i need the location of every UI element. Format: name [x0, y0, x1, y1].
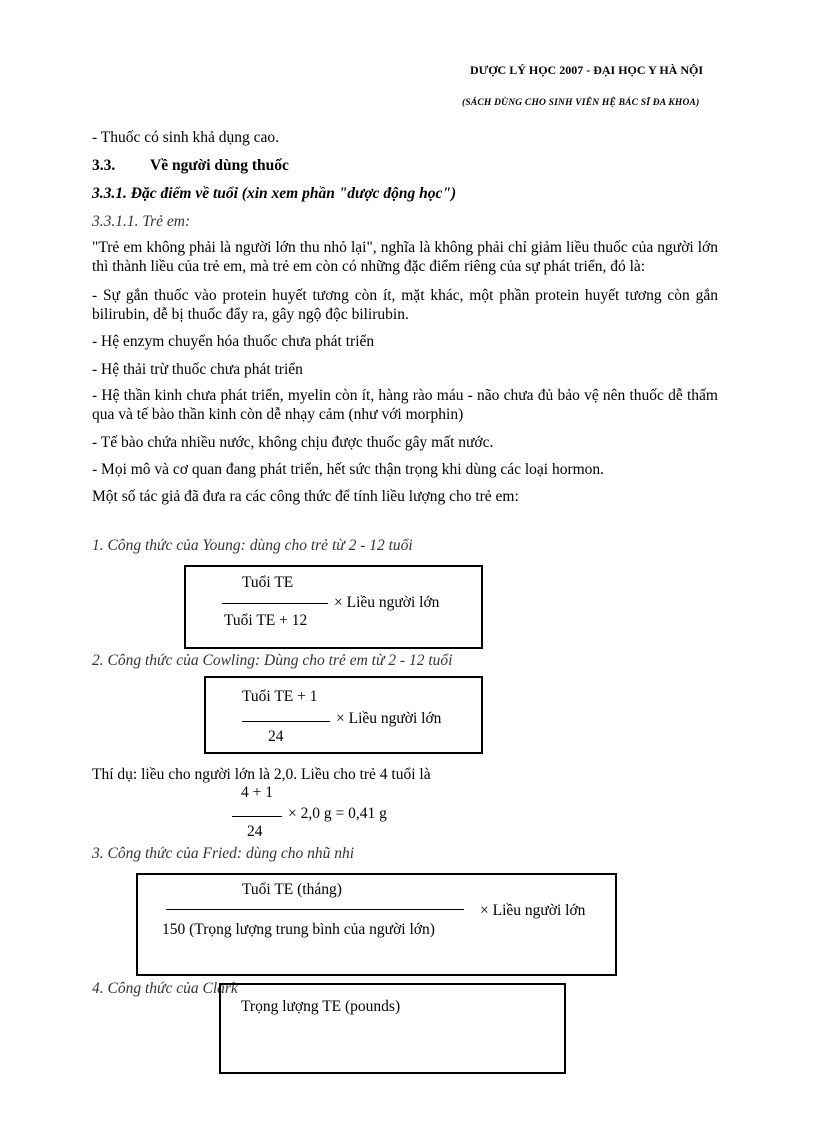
example-result: × 2,0 g = 0,41 g — [288, 805, 387, 822]
formula-cowling-box — [204, 676, 483, 754]
page-header-subtitle: (SÁCH DÙNG CHO SINH VIÊN HỆ BÁC SĨ ĐA KHOA) — [462, 98, 700, 108]
paragraph-intro: "Trẻ em không phải là người lớn thu nhỏ lại", nghĩa là không phải chỉ giảm liều thuốc của người lớn thì thành liều của trẻ em, mà trẻ em còn có những đặc điểm riêng của sự phát triển, đó là: — [92, 239, 718, 275]
formula-fried-denominator: 150 (Trọng lượng trung bình của người lớn) — [162, 921, 435, 938]
formula-clark-numerator: Trọng lượng TE (pounds) — [241, 998, 401, 1015]
page-header-title: DƯỢC LÝ HỌC 2007 - ĐẠI HỌC Y HÀ NỘI — [470, 63, 703, 77]
bullet-enzyme: - Hệ enzym chuyển hóa thuốc chưa phát triển — [92, 333, 375, 350]
formula-young-title: 1. Công thức của Young: dùng cho trẻ từ 2 - 12 tuổi — [92, 537, 413, 554]
bullet-nervous-system: - Hệ thần kinh chưa phát triển, myelin còn ít, hàng rào máu - não chưa đủ bảo vệ nên thuốc dễ thấm qua và tế bào thần kinh còn dễ nhạy cảm (như với morphin) — [92, 387, 718, 423]
formula-fried-numerator: Tuổi TE (tháng) — [242, 881, 342, 898]
bullet-excretion: - Hệ thải trừ thuốc chưa phát triển — [92, 361, 303, 378]
example-text: Thí dụ: liều cho người lớn là 2,0. Liều cho trẻ 4 tuổi là — [92, 766, 431, 783]
formula-cowling-denominator: 24 — [268, 728, 284, 745]
formula-fried-title: 3. Công thức của Fried: dùng cho nhũ nhi — [92, 845, 355, 862]
fraction-bar — [242, 721, 330, 722]
formula-clark-box — [219, 983, 566, 1074]
bullet-water: - Tế bào chứa nhiều nước, không chịu được thuốc gây mất nước. — [92, 434, 494, 451]
formula-cowling-title: 2. Công thức của Cowling: Dùng cho trẻ em từ 2 - 12 tuổi — [92, 652, 453, 669]
formula-young-multiplier: × Liều người lớn — [334, 594, 440, 611]
formula-fried-box — [136, 873, 617, 976]
text-bioavailability: - Thuốc có sinh khả dụng cao. — [92, 129, 279, 146]
formula-cowling-multiplier: × Liều người lớn — [336, 710, 442, 727]
formula-young-denominator: Tuổi TE + 12 — [224, 612, 308, 629]
example-denominator: 24 — [247, 823, 263, 840]
bullet-hormone: - Mọi mô và cơ quan đang phát triển, hết sức thận trọng khi dùng các loại hormon. — [92, 461, 605, 478]
formulas-intro: Một số tác giả đã đưa ra các công thức để tính liều lượng cho trẻ em: — [92, 488, 519, 505]
example-numerator: 4 + 1 — [241, 784, 273, 801]
fraction-bar — [166, 909, 464, 910]
bullet-protein-binding: - Sự gắn thuốc vào protein huyết tương còn ít, mặt khác, một phần protein huyết tương còn gắn bilirubin, dễ bị thuốc đẩy ra, gây ngộ độc bilirubin. — [92, 287, 718, 323]
formula-cowling-numerator: Tuổi TE + 1 — [242, 688, 318, 705]
fraction-bar — [222, 603, 328, 604]
section-number: 3.3. — [92, 157, 116, 174]
subsection-heading: 3.3.1. Đặc điểm về tuổi (xin xem phần "dược động học") — [92, 185, 457, 202]
section-title: Về người dùng thuốc — [150, 157, 289, 174]
formula-fried-multiplier: × Liều người lớn — [480, 902, 586, 919]
formula-young-numerator: Tuổi TE — [242, 574, 294, 591]
subsubsection-heading: 3.3.1.1. Trẻ em: — [92, 213, 191, 230]
fraction-bar — [232, 816, 282, 817]
formula-clark-title: 4. Công thức của Clark — [92, 980, 238, 997]
formula-young-box — [184, 565, 483, 649]
